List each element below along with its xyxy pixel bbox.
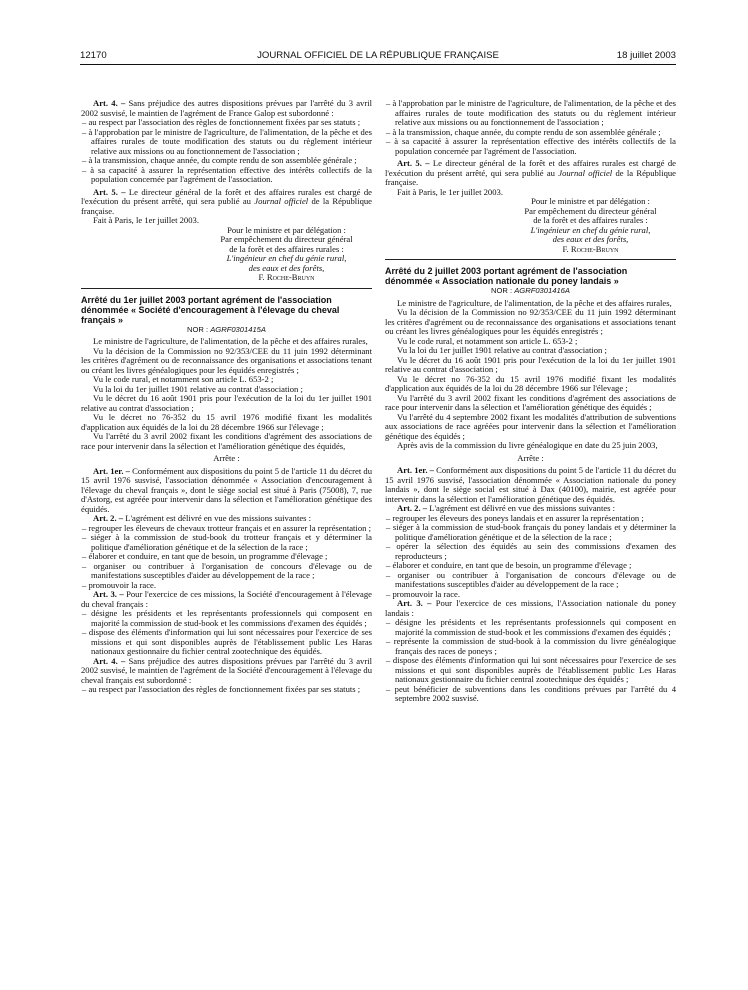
nor-reference (385, 286, 676, 296)
preamble-line: Vu le décret no 76-352 du 15 avril 1976 modifié fixant les modalités d'application aux équidés de la loi du 28 décembre 1966 sur l'élevage ; (385, 373, 676, 393)
mission-item: – promouvoir la race. (386, 588, 460, 599)
journal-officiel: Journal officiel (558, 167, 613, 178)
article-4-text: Sans préjudice des autres dispositions prévues par l'arrêté du 3 avril 2002 susvisé, le maintien de l'agrément de France Galop est subordonné : (81, 98, 372, 118)
nor-reference (81, 325, 372, 335)
article-3-item: – désigne les présidents et les représentants professionnels qui composent en majorité la commission de stud-book et les commissions d'examen des équidés ; (82, 608, 372, 628)
article-4-head: Art. 4. – (93, 655, 126, 666)
preamble-line: Le ministre de l'agriculture, de l'alimentation, de la pêche et des affaires rurales, (397, 297, 672, 308)
article-1 (81, 467, 372, 515)
article-4-item: – à la transmission, chaque année, du compte rendu de son assemblée générale ; (386, 126, 661, 137)
mission-item: – organiser ou contribuer à l'organisation de concours d'élevage ou de manifestations susceptibles d'aider au développement de la race ; (82, 560, 372, 580)
signature-title: des eaux et des forêts, (552, 234, 629, 244)
preamble-line: Après avis de la commission du livre généalogique en date du 25 juin 2003, (397, 440, 658, 450)
nor-label: NOR : (187, 324, 211, 334)
right-column (385, 99, 676, 704)
signature-name: F. Roche-Bruyn (562, 243, 619, 254)
fait-a-paris: Fait à Paris, le 1er juillet 2003. (397, 186, 503, 197)
signature-line: Par empêchement du directeur général (220, 234, 353, 244)
article-5 (385, 159, 676, 188)
preamble-line: Vu le code rural, et notamment son article L. 653-2 ; (397, 335, 578, 346)
signature-line: Pour le ministre et par délégation : (227, 224, 346, 235)
preamble-line: Vu le décret du 16 août 1901 pris pour l'exécution de la loi du 1er juillet 1901 relative au contrat d'association ; (81, 393, 372, 413)
preamble-line: Vu l'arrêté du 3 avril 2002 fixant les conditions d'agrément des associations de race pour intervenir dans la sélection et l'amélioration génétique des équidés, (81, 431, 372, 451)
mission-item: – siéger à la commission de stud-book du trotteur français et y déterminer la politique d'amélioration génétique et de la sélection de la race ; (82, 532, 372, 552)
journal-officiel: Journal officiel (254, 196, 309, 206)
signature-block (81, 226, 372, 283)
article-4-item: – à la transmission, chaque année, du compte rendu de son assemblée générale ; (82, 155, 357, 165)
article-1-head: Art. 1er. – (93, 465, 130, 476)
article-5-head: Art. 5. – (93, 186, 126, 197)
preamble-line: Vu l'arrêté du 3 avril 2002 fixant les conditions d'agrément des associations de race pour intervenir dans la sélection et l'amélioration génétique des équidés ; (385, 392, 676, 412)
article-3-item: – représente la commission de stud-book à la commission du livre généalogique français des races de poneys ; (386, 636, 676, 656)
fait-a-paris: Fait à Paris, le 1er juillet 2003. (93, 215, 199, 225)
signature-line: Pour le ministre et par délégation : (531, 196, 650, 206)
signature-line: Par empêchement du directeur général (524, 205, 657, 216)
signature-title: L'ingénieur en chef du génie rural, (530, 224, 651, 235)
preamble-line: Vu le code rural, et notamment son article L. 653-2 ; (93, 374, 274, 384)
mission-item: – élaborer et conduire, en tant que de besoin, un programme d'élevage ; (386, 560, 632, 570)
article-4-item: – à sa capacité à assurer la représentation effective des intérêts collectifs de la population concernée par l'agrément de l'association. (82, 164, 372, 184)
article-3-item: – désigne les présidents et les représentants professionnels qui composent en majorité la commission de stud-book et les commissions d'examen des équidés ; (386, 617, 676, 637)
article-4-item: – à l'approbation par le ministre de l'agriculture, de l'alimentation, de la pêche et des affaires rurales de toute modification des statuts ou du règlement intérieur relative aux missions ou au fonctionnement de l'association ; (386, 98, 676, 127)
preamble-line: Vu la loi du 1er juillet 1901 relative au contrat d'association ; (93, 383, 303, 394)
article-1-text: Conformément aux dispositions du point 5 de l'article 11 du décret du 15 avril 1976 susvisé, l'association dénommée « Association nationale du poney landais », dont le siège social est situé à Dax (40100), mairie, est agréée pour intervenir dans la sélection et l'amélioration génétique des équidés. (385, 465, 676, 504)
mission-item: – promouvoir la race. (82, 579, 156, 590)
article-3 (81, 590, 372, 609)
article-5-text: Le directeur général de la forêt et des affaires rurales est chargé de l'exécution du présent arrêté, qui sera publié au (81, 186, 372, 206)
mission-item: – élaborer et conduire, en tant que de besoin, un programme d'élevage ; (82, 551, 328, 561)
journal-title: JOURNAL OFFICIEL DE LA RÉPUBLIQUE FRANÇAISE (257, 50, 499, 61)
article-4-item: – au respect par l'association des règles de fonctionnement fixées par ses statuts ; (82, 684, 361, 694)
article-5-text: Le directeur général de la forêt et des affaires rurales est chargé de l'exécution du présent arrêté, qui sera publié au (385, 158, 676, 178)
preamble-line: Vu la décision de la Commission no 92/353/CEE du 11 juin 1992 déterminant les critères d'agrément ou de reconnaissance des organisations et associations tenant ou créant les livres généalogiques pour les équidés enregistrés ; (81, 345, 372, 375)
signature-title: des eaux et des forêts, (248, 262, 325, 273)
page-header (80, 50, 676, 64)
mission-item: – regrouper les éleveurs de chevaux trotteur français et en assurer la représentation ; (82, 522, 371, 533)
signature-block (385, 197, 676, 254)
left-column (81, 99, 372, 695)
mission-item: – opérer la sélection des équidés au sein des commissions d'examen des reproducteurs ; (386, 541, 676, 561)
article-3-text: Pour l'exercice de ces missions, l'Association nationale du poney landais : (385, 598, 676, 618)
article-5 (81, 188, 372, 217)
section-separator (385, 259, 676, 260)
article-1-text: Conformément aux dispositions du point 5 de l'article 11 du décret du 15 avril 1976 susvisé, l'association dénommée « Association d'encouragement à l'élevage du cheval français », dont le siège social est situé à Paris (75008), 7, rue d'Astorg, est agréée pour intervenir dans la sélection et l'amélioration génétique des équidés. (81, 465, 372, 514)
preamble-line: Vu le décret du 16 août 1901 pris pour l'exécution de la loi du 1er juillet 1901 relative au contrat d'association ; (385, 354, 676, 374)
article-3 (385, 599, 676, 618)
issue-date: 18 juillet 2003 (616, 50, 676, 61)
signature-name: F. Roche-Bruyn (258, 272, 315, 282)
article-2-head: Art. 2. – (93, 513, 124, 523)
article-3-head: Art. 3. – (93, 589, 124, 599)
article-1-head: Art. 1er. – (397, 465, 434, 475)
section-separator (81, 288, 372, 289)
article-2-text: L'agrément est délivré en vue des missions suivantes : (123, 513, 312, 523)
article-3-text: Pour l'exercice de ces missions, la Société d'encouragement à l'élevage du cheval français : (81, 589, 372, 609)
article-4-text: Sans préjudice des autres dispositions prévues par l'arrêté du 3 avril 2002 susvisé, le maintien de l'agrément de la Société d'encouragement à l'élevage du cheval français est subordonné : (81, 655, 372, 685)
arrete-heading: Arrête : (213, 453, 240, 463)
arrete-heading: Arrête : (517, 452, 544, 463)
article-4 (81, 99, 372, 118)
preamble-line: Vu le décret no 76-352 du 15 avril 1976 modifié fixant les modalités d'application aux équidés de la loi du 28 décembre 1966 sur l'élevage ; (81, 412, 372, 432)
nor-label: NOR : (491, 286, 515, 295)
preamble-line: Vu la loi du 1er juillet 1901 relative au contrat d'association ; (397, 345, 607, 355)
article-3-item: – peut bénéficier de subventions dans les conditions prévues par l'arrêté du 4 septembre 2002 susvisé. (386, 683, 676, 703)
mission-item: – siéger à la commission de stud-book français du poney landais et y déterminer la politique d'amélioration génétique et de la sélection de la race ; (386, 522, 676, 542)
article-4-item: – à sa capacité à assurer la représentation effective des intérêts collectifs de la population concernée par l'agrément de l'association. (386, 136, 676, 156)
page-number: 12170 (80, 50, 107, 61)
article-1 (385, 466, 676, 504)
article-4-item: – au respect par l'association des règles de fonctionnement fixées par ses statuts ; (82, 117, 361, 127)
decree-title: Arrêté du 2 juillet 2003 portant agrément de l'association dénommée « Association nationale du poney landais » (385, 266, 628, 286)
decree-title: Arrêté du 1er juillet 2003 portant agrément de l'association dénommée « Société d'encouragement à l'élevage du cheval français » (81, 294, 340, 325)
signature-line: de la forêt et des affaires rurales : (229, 243, 344, 254)
article-3-item: – dispose des éléments d'information qui lui sont nécessaires pour l'exercice de ses missions et qui sont disponibles auprès de l'établissement public Les Haras nationaux gestionnaire du fichier central zootechnique des équidés. (82, 627, 372, 656)
nor-code: AGRF0301416A (514, 286, 570, 295)
preamble-line: Vu la décision de la Commission no 92/353/CEE du 11 juin 1992 déterminant les critères d'agrément ou de reconnaissance des organisations et associations tenant ou créant les livres généalogiques pour les équidés enregistrés ; (385, 307, 676, 336)
article-5-head: Art. 5. – (397, 158, 430, 168)
preamble-line: Vu l'arrêté du 4 septembre 2002 fixant les modalités d'attribution de subventions aux associations de race agréées pour intervenir dans la sélection et l'amélioration génétique des équidés ; (385, 411, 676, 441)
mission-item: – regrouper les éleveurs des poneys landais et en assurer la représentation ; (386, 512, 644, 523)
article-2-head: Art. 2. – (397, 503, 428, 513)
article-5-text: de la République française. (81, 196, 372, 216)
signature-line: de la forêt et des affaires rurales : (533, 215, 648, 225)
mission-item: – organiser ou contribuer à l'organisation de concours d'élevage ou de manifestations susceptibles d'aider au développement de la race ; (386, 569, 676, 589)
article-2-text: L'agrément est délivré en vue des missions suivantes : (427, 503, 616, 513)
preamble-line: Le ministre de l'agriculture, de l'alimentation, de la pêche et des affaires rurales, (93, 336, 368, 346)
nor-code: AGRF0301415A (210, 324, 266, 334)
article-3-item: – dispose des éléments d'information qui lui sont nécessaires pour l'exercice de ses missions et qui sont disponibles auprès de l'établissement public Les Haras nationaux gestionnaire du fichier central zootechnique des équidés ; (386, 655, 676, 684)
article-3-head: Art. 3. – (397, 598, 432, 608)
signature-title: L'ingénieur en chef du génie rural, (226, 253, 347, 263)
article-4-item: – à l'approbation par le ministre de l'agriculture, de l'alimentation, de la pêche et des affaires rurales de toute modification des statuts ou du règlement intérieur relative aux missions ou au fonctionnement de l'association ; (82, 126, 372, 156)
header-rule (80, 64, 676, 65)
article-5-text: de la République française. (385, 167, 676, 187)
article-4-head: Art. 4. – (93, 98, 126, 108)
article-4 (81, 657, 372, 686)
